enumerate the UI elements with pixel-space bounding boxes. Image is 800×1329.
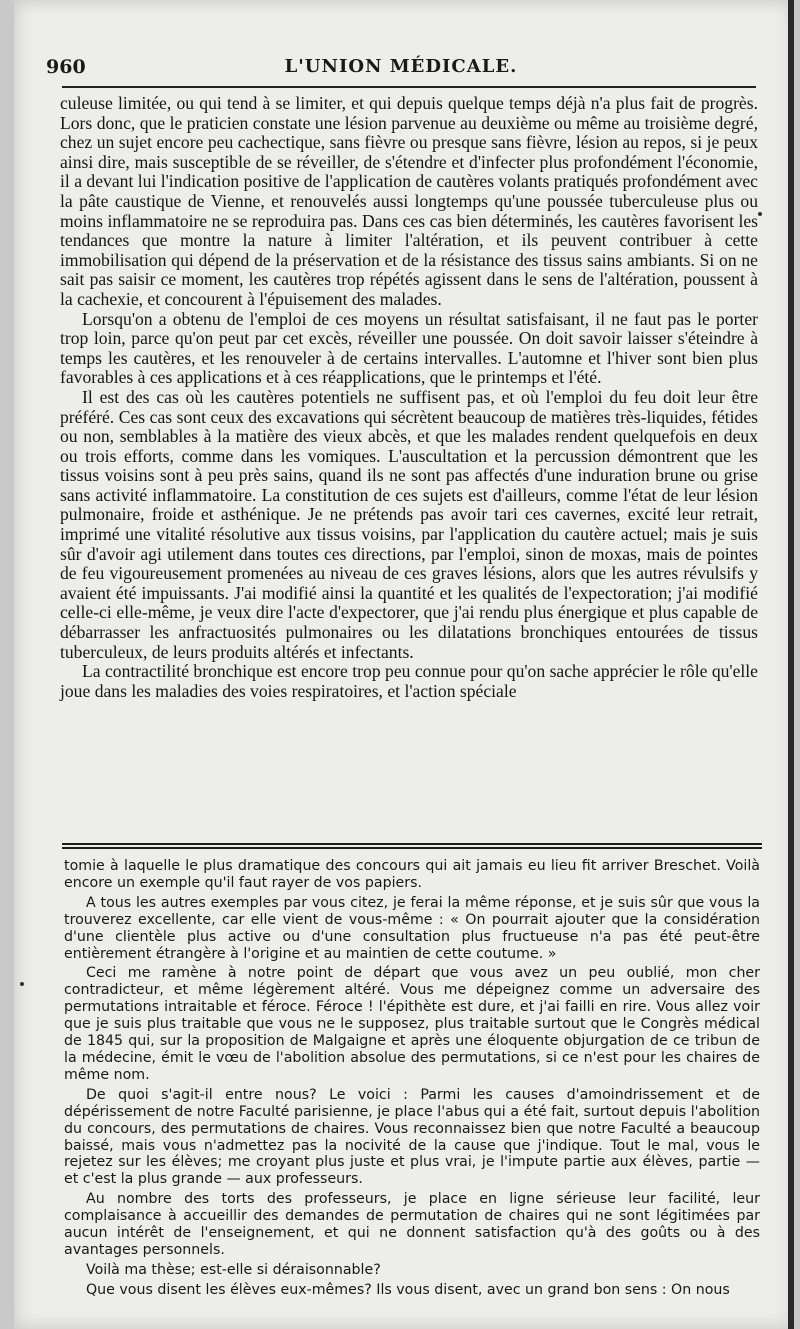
- book-page: [14, 0, 794, 1329]
- header-rule: [62, 86, 756, 88]
- running-title: L'UNION MÉDICALE.: [284, 56, 518, 77]
- footnote-paragraph: A tous les autres exemples par vous citez, je ferai la même réponse, et je suis sûr que vous la trouverez excellente, car elle vient de vous-même : « On pourrait ajouter que la considération d'une clientèle plus active ou d'une consultation plus fructueuse n'a pas été peut-être entièrement étrangère à l'origine et au maintien de cette coutume. »: [64, 894, 760, 962]
- margin-mark: [20, 982, 24, 986]
- page-number: 960: [46, 56, 86, 78]
- body-paragraph: La contractilité bronchique est encore trop peu connue pour qu'on sache apprécier le rôle qu'elle joue dans les maladies des voies respiratoires, et l'action spéciale: [60, 661, 758, 701]
- body-paragraph: Il est des cas où les cautères potentiels ne suffisent pas, et où l'emploi du feu doit leur être préféré. Ces cas sont ceux des excavations qui sécrètent beaucoup de matières très-liquides, fétides ou non, semblables à la matière des vieux abcès, et que les malades rendent quelquefois en deux ou trois efforts, comme dans les vomiques. L'auscultation et la percussion démontrent que les tissus voisins sont à peu près sains, quand ils ne sont pas affectés d'une induration brune ou grise sans activité inflammatoire. La constitution de ces sujets est d'ailleurs, comme l'état de leur lésion pulmonaire, froide et asthénique. Je ne prétends pas avoir tari ces cavernes, excité leur retrait, imprimé une vitalité résolutive aux tissus voisins, par l'application du cautère actuel; mais je suis sûr d'avoir agi utilement dans toutes ces directions, par l'emploi, sinon de moxas, mais de pointes de feu vigoureusement promenées au niveau de ces graves lésions, alors que les autres révulsifs y avaient été impuissants. J'ai modifié ainsi la quantité et les qualités de l'expectoration; j'ai modifié celle-ci elle-même, je veux dire l'acte d'expectorer, que j'ai rendu plus énergique et plus capable de débarrasser les anfractuosités pulmonaires ou les dilatations bronchiques entourées de tissus tuberculeux, de leurs produits altérés et infectants.: [60, 386, 758, 662]
- footnote-paragraph: Que vous disent les élèves eux-mêmes? Ils vous disent, avec un grand bon sens : On nous: [86, 1281, 730, 1298]
- footnote-divider: [62, 843, 762, 849]
- body-paragraph: Lorsqu'on a obtenu de l'emploi de ces moyens un résultat satisfaisant, il ne faut pas le porter trop loin, parce qu'on peut par cet excès, réveiller une poussée. On doit savoir laisser s'éteindre à temps les cautères, et les renouveler à de certains intervalles. L'automne et l'hiver sont bien plus favorables à ces applications et à ces réapplications, que le printemps et l'été.: [60, 308, 758, 388]
- footnote-block: [64, 858, 760, 1302]
- body-paragraph: culeuse limitée, ou qui tend à se limiter, et qui depuis quelque temps déjà n'a plus fait de progrès. Lors donc, que le praticien constate une lésion parvenue au deuxième ou même au troisième degré, chez un sujet encore peu cachectique, sans fièvre ou presque sans fièvre, lésion au repos, si je peux ainsi dire, mais susceptible de se réveiller, de s'étendre et d'infecter plus profondément l'économie, il a devant lui l'indication positive de l'application de cautères volants pratiqués profondément avec la pâte caustique de Vienne, et renouvelés aussi longtemps qu'une poussée tuberculeuse plus ou moins inflammatoire ne se reproduira pas. Dans ces cas bien déterminés, les cautères favorisent les tendances que montre la nature à limiter l'altération, et ils peuvent contribuer à cette immobilisation qui dépend de la préservation et de la résistance des tissus sains ambiants. Si on ne sait pas saisir ce moment, les cautères trop répétés agissent dans le sens de l'altération, poussent à la cachexie, et concourent à l'épuisement des malades.: [60, 93, 758, 309]
- footnote-paragraph: Voilà ma thèse; est-elle si déraisonnable?: [86, 1261, 381, 1278]
- footnote-paragraph: tomie à laquelle le plus dramatique des concours qui ait jamais eu lieu fit arriver Breschet. Voilà encore un exemple qu'il faut rayer de vos papiers.: [64, 858, 760, 891]
- main-text-block: [60, 94, 758, 701]
- margin-mark: [758, 212, 762, 216]
- page-edge-shadow: [788, 0, 794, 1329]
- footnote-paragraph: Au nombre des torts des professeurs, je place en ligne sérieuse leur facilité, leur complaisance à accueillir des demandes de permutation de chaires qui ne sont légitimées par aucun intérêt de l'enseignement, et qui ne donnent satisfaction qu'à des goûts ou à des avantages personnels.: [64, 1191, 760, 1258]
- page-header: [46, 52, 756, 82]
- footnote-paragraph: Ceci me ramène à notre point de départ que vous avez un peu oublié, mon cher contradicteur, et même légèrement altéré. Vous me dépeignez comme un adversaire des permutations intraitable et féroce. Féroce ! l'épithète est dure, et j'ai failli en rire. Vous allez voir que je suis plus traitable que vous ne le supposez, plus traitable surtout que le Congrès médical de 1845 qui, sur la proposition de Malgaigne et après une éloquente objurgation de ce tribun de la médecine, émit le vœu de l'abolition absolue des permutations, si ce n'est pour les chaires de même nom.: [64, 965, 760, 1083]
- footnote-paragraph: De quoi s'agit-il entre nous? Le voici : Parmi les causes d'amoindrissement et de dépérissement de notre Faculté parisienne, je place l'abus qui a été fait, surtout depuis l'abolition du concours, des permutations de chaires. Vous reconnaissez bien que notre Faculté a beaucoup baissé, mais vous n'admettez pas la nocivité de la cause que j'indique. Tout le mal, vous le rejetez sur les élèves; me croyant plus juste et plus vrai, je l'impute partie aux élèves, partie — et c'est la plus grande — aux professeurs.: [64, 1086, 760, 1188]
